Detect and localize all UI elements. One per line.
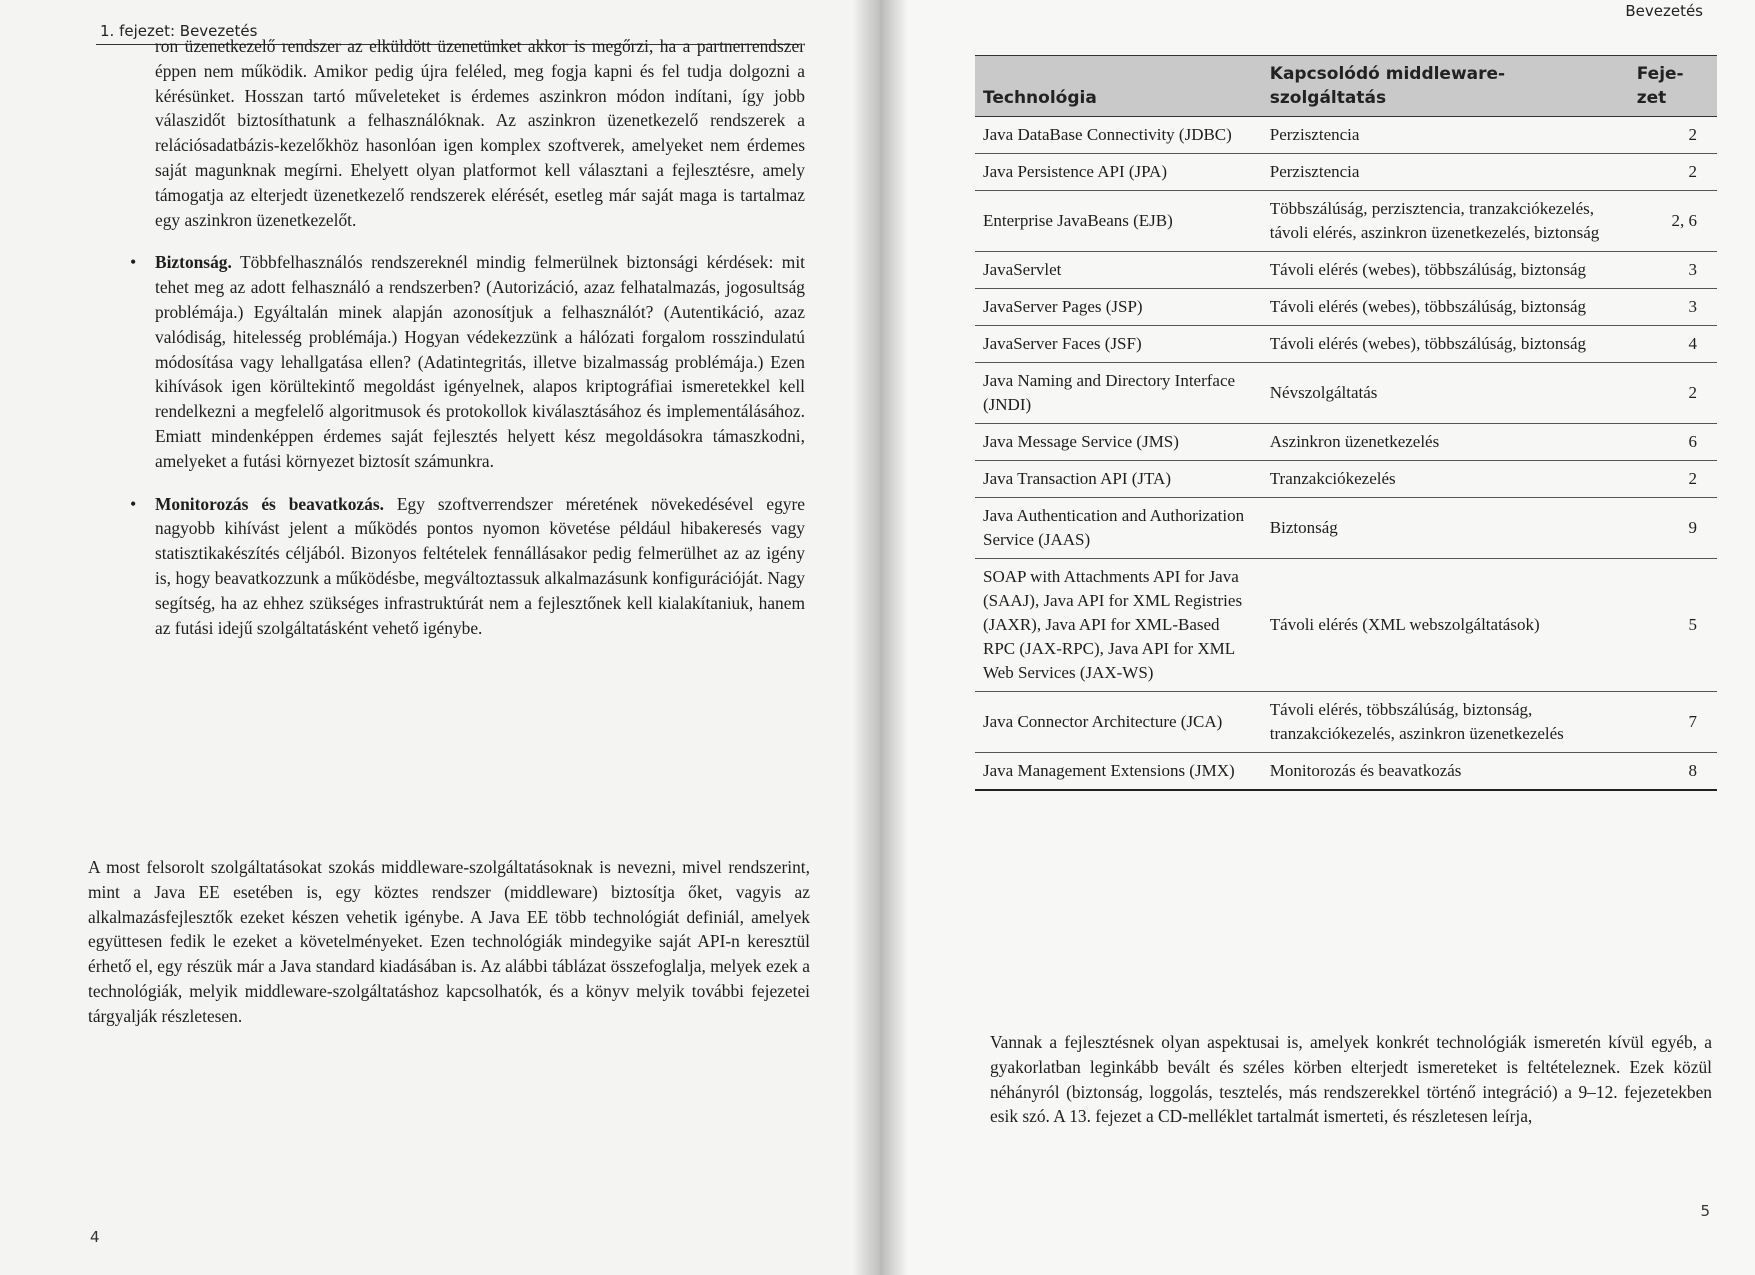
right-page: [880, 0, 1755, 1275]
cell-service: Távoli elérés (webes), többszálúság, biztonság: [1262, 252, 1629, 289]
table-row: [975, 289, 1717, 326]
bullet-text: Egy szoftverrendszer méretének növekedésével egyre nagyobb kihívást jelent a működés pontos nyomon követése például hibakeresés vagy statisztikakészítés céljából. Bizonyos feltételek fennállásakor pedig felmerülhet az az igény is, hogy beavatkozzunk a működésbe, megváltoztassuk alkalmazásunk konfigurációját. Nagy segítség, ha az ehhez szükséges infrastruktúrát nem a fejlesztőnek kell kialakítaniuk, hanem az futási idejű szolgáltatásként vehető igénybe.: [155, 493, 805, 638]
cell-chapter: 5: [1629, 559, 1717, 692]
bullet-lead: Biztonság.: [155, 252, 232, 273]
cell-service: Monitorozás és beavatkozás: [1262, 753, 1629, 791]
middleware-table: [975, 55, 1717, 791]
page-number-right: 5: [1700, 1202, 1710, 1220]
cell-technology: SOAP with Attachments API for Java (SAAJ), Java API for XML Registries (JAXR), Java API for XML-Based RPC (JAX-RPC), Java API for XML Web Services (JAX-WS): [975, 559, 1262, 692]
closing-paragraph-left: A most felsorolt szolgáltatásokat szokás middleware-szolgáltatásoknak is nevezni, mivel rendszerint, mint a Java EE esetében is, egy köztes rendszer (middleware) biztosítja őket, vagyis az alkalmazásfejlesztők ezeket készen vehetik igénybe. A Java EE több technológiát definiál, amelyek együttesen fedik le ezeket a követelményeket. Ezen technológiák mindegyike saját API-n keresztül érhető el, egy részük már a Java standard kiadásában is. Az alábbi táblázat összefoglalja, melyek ezek a technológiák, melyik middleware-szolgáltatáshoz kapcsolhatók, és a könyv melyik további fejezetei tárgyalják részletesen.: [88, 857, 810, 1026]
gutter-shadow: [880, 0, 908, 1275]
cell-chapter: 3: [1629, 252, 1717, 289]
table-row: [975, 461, 1717, 498]
table-body: [975, 117, 1717, 791]
cell-technology: JavaServlet: [975, 252, 1262, 289]
cell-service: Távoli elérés (webes), többszálúság, biztonság: [1262, 289, 1629, 326]
cell-chapter: 2: [1629, 461, 1717, 498]
bullet-list: [130, 34, 805, 658]
table-row: [975, 753, 1717, 791]
cell-service: Aszinkron üzenetkezelés: [1262, 424, 1629, 461]
cell-service: Távoli elérés, többszálúság, biztonság, tranzakciókezelés, aszinkron üzenetkezelés: [1262, 692, 1629, 753]
cell-service: Névszolgáltatás: [1262, 363, 1629, 424]
table-row: [975, 117, 1717, 154]
running-head-right: Bevezetés: [1625, 2, 1703, 20]
column-header-service: Kapcsolódó middleware-szolgáltatás: [1262, 56, 1629, 117]
table-row: [975, 154, 1717, 191]
cell-service: Perzisztencia: [1262, 154, 1629, 191]
cell-technology: Java Naming and Directory Interface (JNDI): [975, 363, 1262, 424]
cell-technology: Java Management Extensions (JMX): [975, 753, 1262, 791]
column-header-technology: Technológia: [975, 56, 1262, 117]
table-row: [975, 191, 1717, 252]
cell-service: Többszálúság, perzisztencia, tranzakciókezelés, távoli elérés, aszinkron üzenetkezelés, biztonság: [1262, 191, 1629, 252]
cell-technology: Java Message Service (JMS): [975, 424, 1262, 461]
bullet-lead: Monitorozás és beavatkozás.: [155, 493, 384, 514]
cell-chapter: 9: [1629, 498, 1717, 559]
gutter-shadow: [852, 0, 880, 1275]
cell-technology: Java Connector Architecture (JCA): [975, 692, 1262, 753]
cell-chapter: 4: [1629, 326, 1717, 363]
cell-technology: Java DataBase Connectivity (JDBC): [975, 117, 1262, 154]
bullet-text: Többfelhasználós rendszereknél mindig felmerülnek biztonsági kérdések: mit tehet meg az adott felhasználó a rendszerben? (Autorizáció, azaz felhatalmazás, jogosultság problémája.) Egyáltalán minek alapján azonosítjuk a felhasználót? (Autentikáció, azaz valódiság, hitelesség problémája.) Hogyan védekezzünk a hálózati forgalom rosszindulatú módosítása vagy lehallgatása ellen? (Adatintegritás, illetve bizalmasság problémája.) Ezen kihívások igen körültekintő megoldást igényelnek, alapos kriptográfiai ismeretekkel kell rendelkezni a megfelelő algoritmusok és protokollok kiválasztásához és implementálásához. Emiatt mindenképpen érdemes saját fejlesztés helyett kész megoldásokra támaszkodni, amelyeket a futási környezet biztosít számunkra.: [155, 252, 805, 471]
bullet-item-security: [130, 250, 805, 473]
cell-chapter: 2: [1629, 363, 1717, 424]
page-number-left: 4: [90, 1228, 100, 1246]
bullet-dot-icon: •: [130, 252, 137, 273]
table-row: [975, 424, 1717, 461]
cell-chapter: 8: [1629, 753, 1717, 791]
table-row: [975, 326, 1717, 363]
cell-technology: Java Authentication and Authorization Service (JAAS): [975, 498, 1262, 559]
cell-technology: JavaServer Pages (JSP): [975, 289, 1262, 326]
running-head-left: 1. fejezet: Bevezetés: [100, 22, 258, 40]
cell-technology: JavaServer Faces (JSF): [975, 326, 1262, 363]
cell-service: Biztonság: [1262, 498, 1629, 559]
cell-service: Távoli elérés (XML webszolgáltatások): [1262, 559, 1629, 692]
table-row: [975, 363, 1717, 424]
cell-chapter: 2, 6: [1629, 191, 1717, 252]
cell-service: Perzisztencia: [1262, 117, 1629, 154]
table-row: [975, 252, 1717, 289]
cell-technology: Java Transaction API (JTA): [975, 461, 1262, 498]
table-row: [975, 498, 1717, 559]
cell-technology: Java Persistence API (JPA): [975, 154, 1262, 191]
cell-service: Tranzakciókezelés: [1262, 461, 1629, 498]
table-row: [975, 559, 1717, 692]
cell-technology: Enterprise JavaBeans (EJB): [975, 191, 1262, 252]
closing-paragraph-right: Vannak a fejlesztésnek olyan aspektusai is, amelyek konkrét technológiák ismeretén kívül egyéb, a gyakorlatban leginkább bevált és széles körben elterjedt ismereteket is feltételeznek. Ezek közül néhányról (biztonság, loggolás, tesztelés, más rendszerekkel történő integráció) a 9–12. fejezetekben esik szó. A 13. fejezet a CD-melléklet tartalmát ismerteti, és részletesen leírja,: [990, 1032, 1712, 1127]
bullet-item-monitoring: [130, 492, 805, 641]
cell-chapter: 2: [1629, 154, 1717, 191]
cell-chapter: 6: [1629, 424, 1717, 461]
table-row: [975, 692, 1717, 753]
cell-chapter: 2: [1629, 117, 1717, 154]
bullet-dot-icon: •: [130, 493, 137, 514]
table-header-row: [975, 56, 1717, 117]
cell-service: Távoli elérés (webes), többszálúság, biztonság: [1262, 326, 1629, 363]
cell-chapter: 7: [1629, 692, 1717, 753]
column-header-chapter: Feje-zet: [1629, 56, 1717, 117]
cell-chapter: 3: [1629, 289, 1717, 326]
bullet-continuation: ron üzenetkezelő rendszer az elküldött üzenetünket akkor is megőrzi, ha a partnerrendszer éppen nem működik. Amikor pedig újra feléled, meg fogja kapni és fel tudja dolgozni a kérésünket. Hosszan tartó műveleteket is érdemes aszinkron módon indítani, így jobb válaszidőt biztosíthatunk a felhasználóknak. Az aszinkron üzenetkezelő rendszerek a relációsadatbázis-kezelőkhöz hasonlóan igen komplex szoftverek, amelyeket nem érdemes saját magunknak megírni. Ehelyett olyan platformot kell választani a fejlesztésre, amely támogatja az elterjedt üzenetkezelő rendszerek elérését, esetleg már saját maga is tartalmaz egy aszinkron üzenetkezelőt.: [155, 36, 805, 230]
